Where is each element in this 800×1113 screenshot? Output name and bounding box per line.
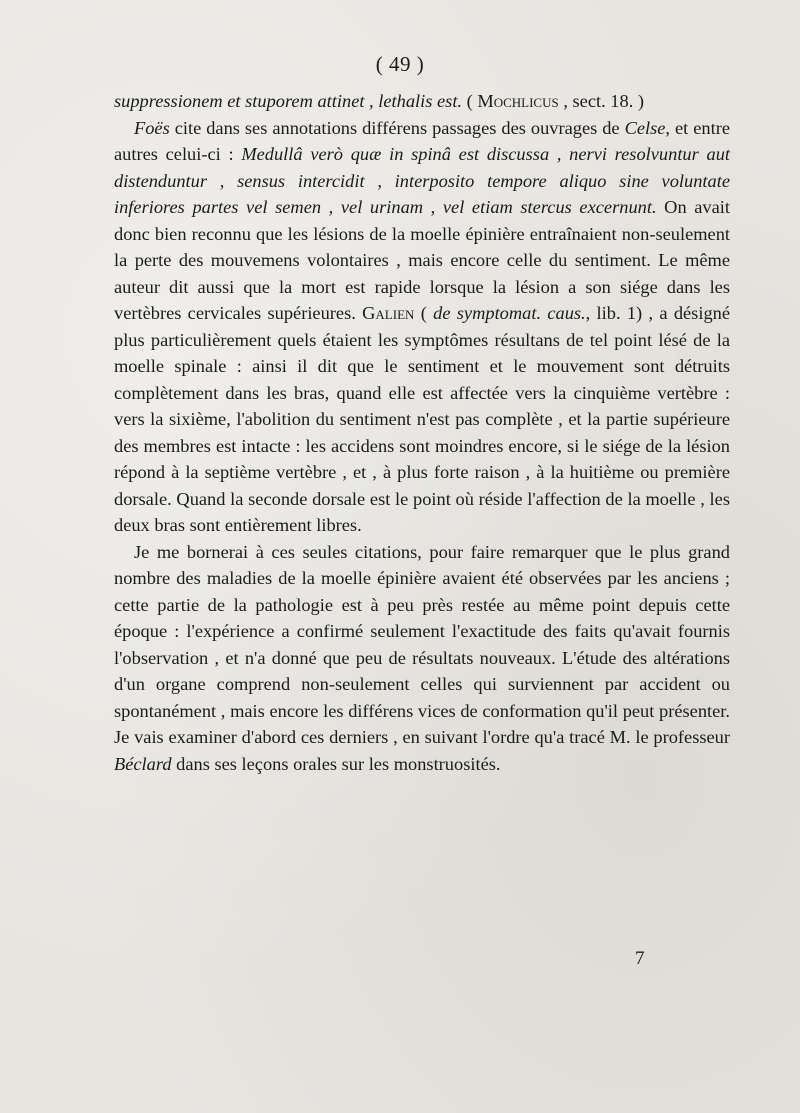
- paragraph-2: [114, 115, 730, 539]
- paragraph-3: [114, 539, 730, 778]
- text-run: On avait donc bien reconnu que les lésions de la moelle épinière entraînaient non-seulement la perte des mouvemens volontaires , mais encore celle du sentiment. Le même auteur dit aussi que la mort est rapide lorsque la lésion a son siége dans les vertèbres cervicales supérieures.: [114, 197, 730, 323]
- text-run: , lib. 1) , a désigné plus particulièrement quels étaient les symptômes résultans de tel point lésé de la moelle spinale : ainsi il dit que le sentiment et le mouvement sont détruits complètement dans les bras, quand elle est affectée vers la cinquième vertèbre : vers la sixième, l'abolition du sentiment n'est pas complète , et la partie supérieure des membres est intacte : les accidens sont moindres encore, si le siége de la lésion répond à la septième vertèbre , et , à plus forte raison , à la huitième ou première dorsale. Quand la seconde dorsale est le point où réside l'affection de la moelle , les deux bras sont entièrement libres.: [114, 303, 730, 535]
- author-name: Foës: [134, 117, 170, 138]
- text-run: dans ses leçons orales sur les monstruosités.: [171, 753, 501, 774]
- body-text: [114, 88, 730, 777]
- text-run: (: [414, 303, 434, 323]
- author-name: Béclard: [114, 753, 172, 774]
- paragraph-1: [114, 88, 730, 115]
- citation-title: de symptomat. caus.: [433, 303, 586, 323]
- page-number: ( 49 ): [375, 52, 425, 76]
- signature-mark: 7: [635, 948, 645, 969]
- latin-quote: Medullâ verò quæ in spinâ est discussa , nervi resolvuntur aut distenduntur , sensus intercidit , interposito tempore aliquo sine voluntate inferiores partes vel semen , vel urinam , vel etiam stercus excernunt.: [114, 144, 731, 217]
- author-name: Galien: [362, 303, 415, 323]
- text-run: cite dans ses annotations différens passages des ouvrages de: [169, 117, 625, 138]
- author-name: Celse: [624, 117, 666, 138]
- text-run: , et entre autres celui-ci :: [114, 117, 730, 164]
- text-run: , sect. 18. ): [558, 91, 645, 111]
- text-run: (: [462, 91, 478, 111]
- text-run: Je me bornerai à ces seules citations, pour faire remarquer que le plus grand nombre des maladies de la moelle épinière avaient été observées par les anciens ; cette partie de la pathologie est à peu près restée au même point depuis cette époque : l'expérience a confirmé seulement l'exactitude des faits qu'avait fournis l'observation , et n'a donné que peu de résultats nouveaux. L'étude des altérations d'un organe comprend non-seulement celles qui surviennent par accident ou spontanément , mais encore les différens vices de conformation qu'il peut présenter. Je vais examiner d'abord ces derniers , en suivant l'ordre qu'a tracé M. le professeur: [114, 541, 730, 747]
- author-name: Mochlicus: [477, 91, 559, 111]
- latin-quote: suppressionem et stuporem attinet , lethalis est.: [114, 91, 463, 111]
